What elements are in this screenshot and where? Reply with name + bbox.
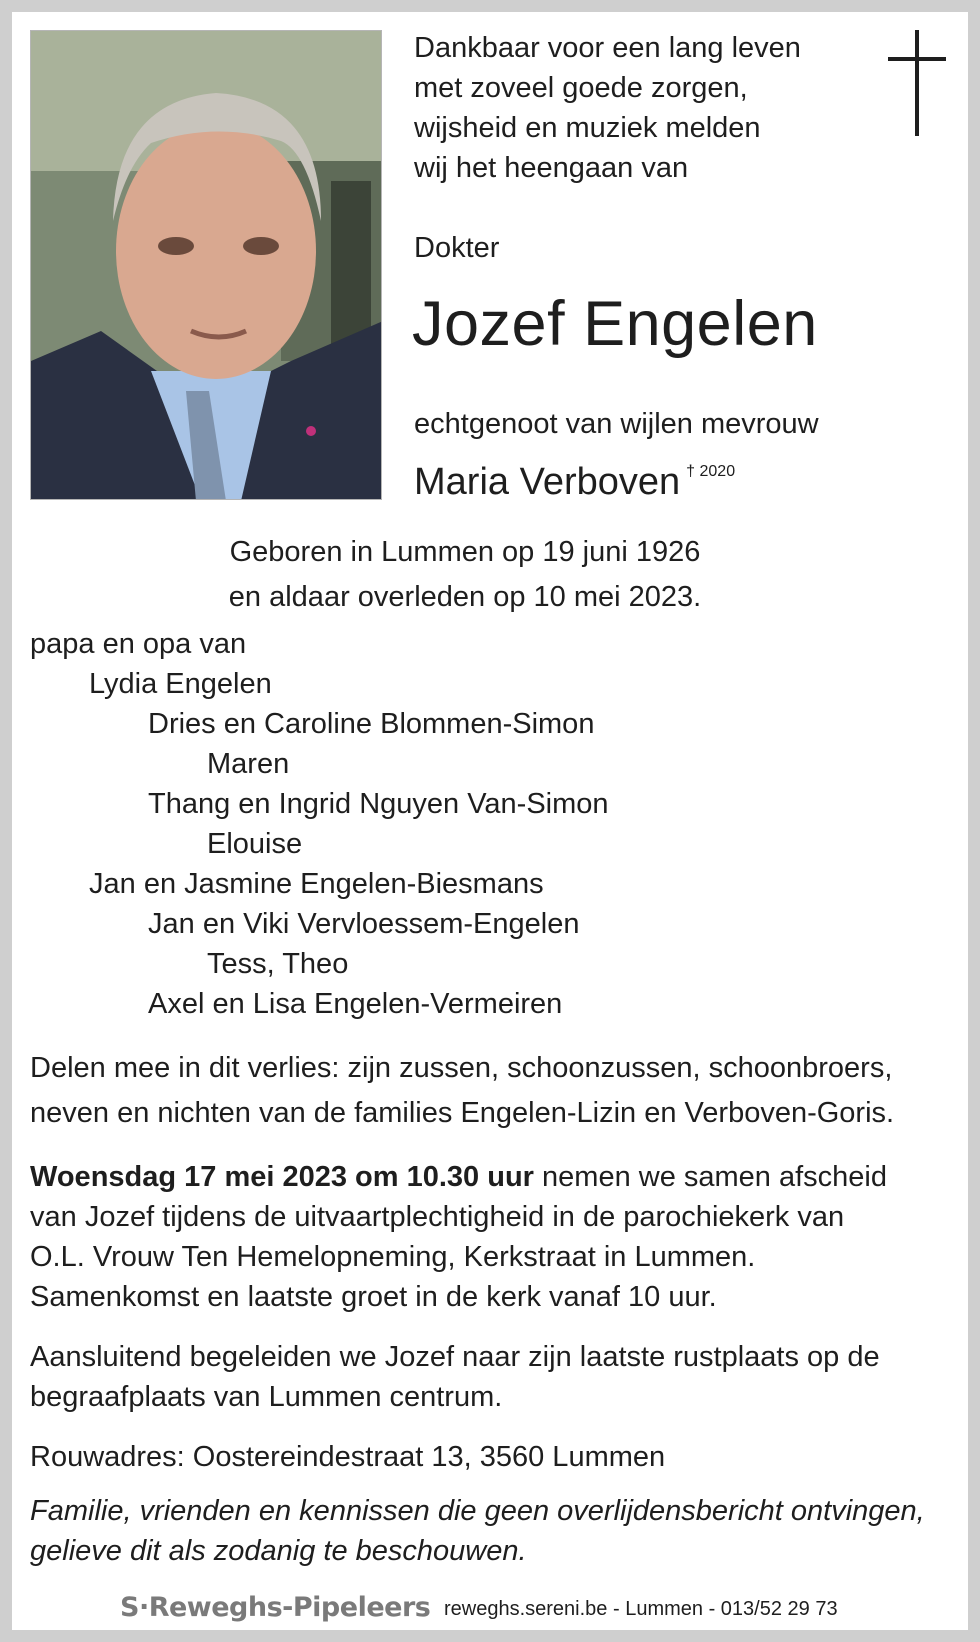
- spouse-prefix: echtgenoot van wijlen mevrouw: [414, 408, 819, 440]
- family-member: Maren: [207, 748, 290, 780]
- family-member: Jan en Jasmine Engelen-Biesmans: [89, 868, 544, 900]
- intro-line: Dankbaar voor een lang leven: [414, 32, 801, 64]
- intro-text: [414, 28, 834, 188]
- ceremony-line-rest: nemen we samen afscheid: [533, 1161, 887, 1193]
- family-member: Elouise: [207, 828, 303, 860]
- notice-paragraph: [30, 1491, 960, 1571]
- notice-line: Familie, vrienden en kennissen die geen overlijdensbericht ontvingen,: [30, 1495, 925, 1527]
- death-line: en aldaar overleden op 10 mei 2023.: [228, 581, 702, 613]
- ceremony-line: [30, 1157, 960, 1197]
- funeral-home-logo: S·Reweghs-Pipeleers: [120, 1592, 431, 1623]
- ceremony-date: Woensdag 17 mei 2023 om 10.30 uur: [30, 1161, 534, 1193]
- intro-line: wijsheid en muziek melden: [414, 112, 761, 144]
- mourning-address: Rouwadres: Oostereindestraat 13, 3560 Lummen: [30, 1441, 666, 1473]
- ceremony-paragraph: [30, 1157, 960, 1317]
- burial-line: Aansluitend begeleiden we Jozef naar zijn laatste rustplaats op de: [30, 1341, 880, 1373]
- funeral-home-contact: reweghs.sereni.be - Lummen - 013/52 29 73: [444, 1598, 838, 1620]
- ceremony-line: O.L. Vrouw Ten Hemelopneming, Kerkstraat in Lummen.: [30, 1241, 756, 1273]
- spouse-death-mark: † 2020: [686, 463, 736, 480]
- intro-line: met zoveel goede zorgen,: [414, 72, 748, 104]
- deceased-name: Jozef Engelen: [412, 289, 818, 359]
- intro-line: wij het heengaan van: [414, 152, 689, 184]
- cross-icon: [888, 30, 948, 138]
- notice-line: gelieve dit als zodanig te beschouwen.: [30, 1535, 527, 1567]
- ceremony-line: Samenkomst en laatste groet in de kerk vanaf 10 uur.: [30, 1281, 717, 1313]
- burial-line: begraafplaats van Lummen centrum.: [30, 1381, 503, 1413]
- family-member: Axel en Lisa Engelen-Vermeiren: [148, 988, 563, 1020]
- deceased-title: Dokter: [414, 232, 500, 264]
- birth-line: Geboren in Lummen op 19 juni 1926: [229, 536, 701, 568]
- life-dates: [12, 530, 968, 620]
- ceremony-line: van Jozef tijdens de uitvaartplechtigheid in de parochiekerk van: [30, 1201, 845, 1233]
- family-member: Tess, Theo: [207, 948, 349, 980]
- burial-paragraph: [30, 1337, 960, 1417]
- share-paragraph: [30, 1046, 960, 1136]
- family-member: Jan en Viki Vervloessem-Engelen: [148, 908, 580, 940]
- spouse-name: Maria Verboven: [414, 461, 681, 503]
- family-member: Lydia Engelen: [89, 668, 272, 700]
- family-member: Dries en Caroline Blommen-Simon: [148, 708, 595, 740]
- family-member: Thang en Ingrid Nguyen Van-Simon: [148, 788, 609, 820]
- obituary-card: [12, 12, 968, 1630]
- portrait-photo: [30, 30, 382, 500]
- spouse-name-line: [414, 461, 735, 504]
- share-line: neven en nichten van de families Engelen-Lizin en Verboven-Goris.: [30, 1097, 895, 1129]
- family-heading: papa en opa van: [30, 628, 247, 660]
- share-line: Delen mee in dit verlies: zijn zussen, schoonzussen, schoonbroers,: [30, 1052, 893, 1084]
- family-list: [30, 624, 609, 1024]
